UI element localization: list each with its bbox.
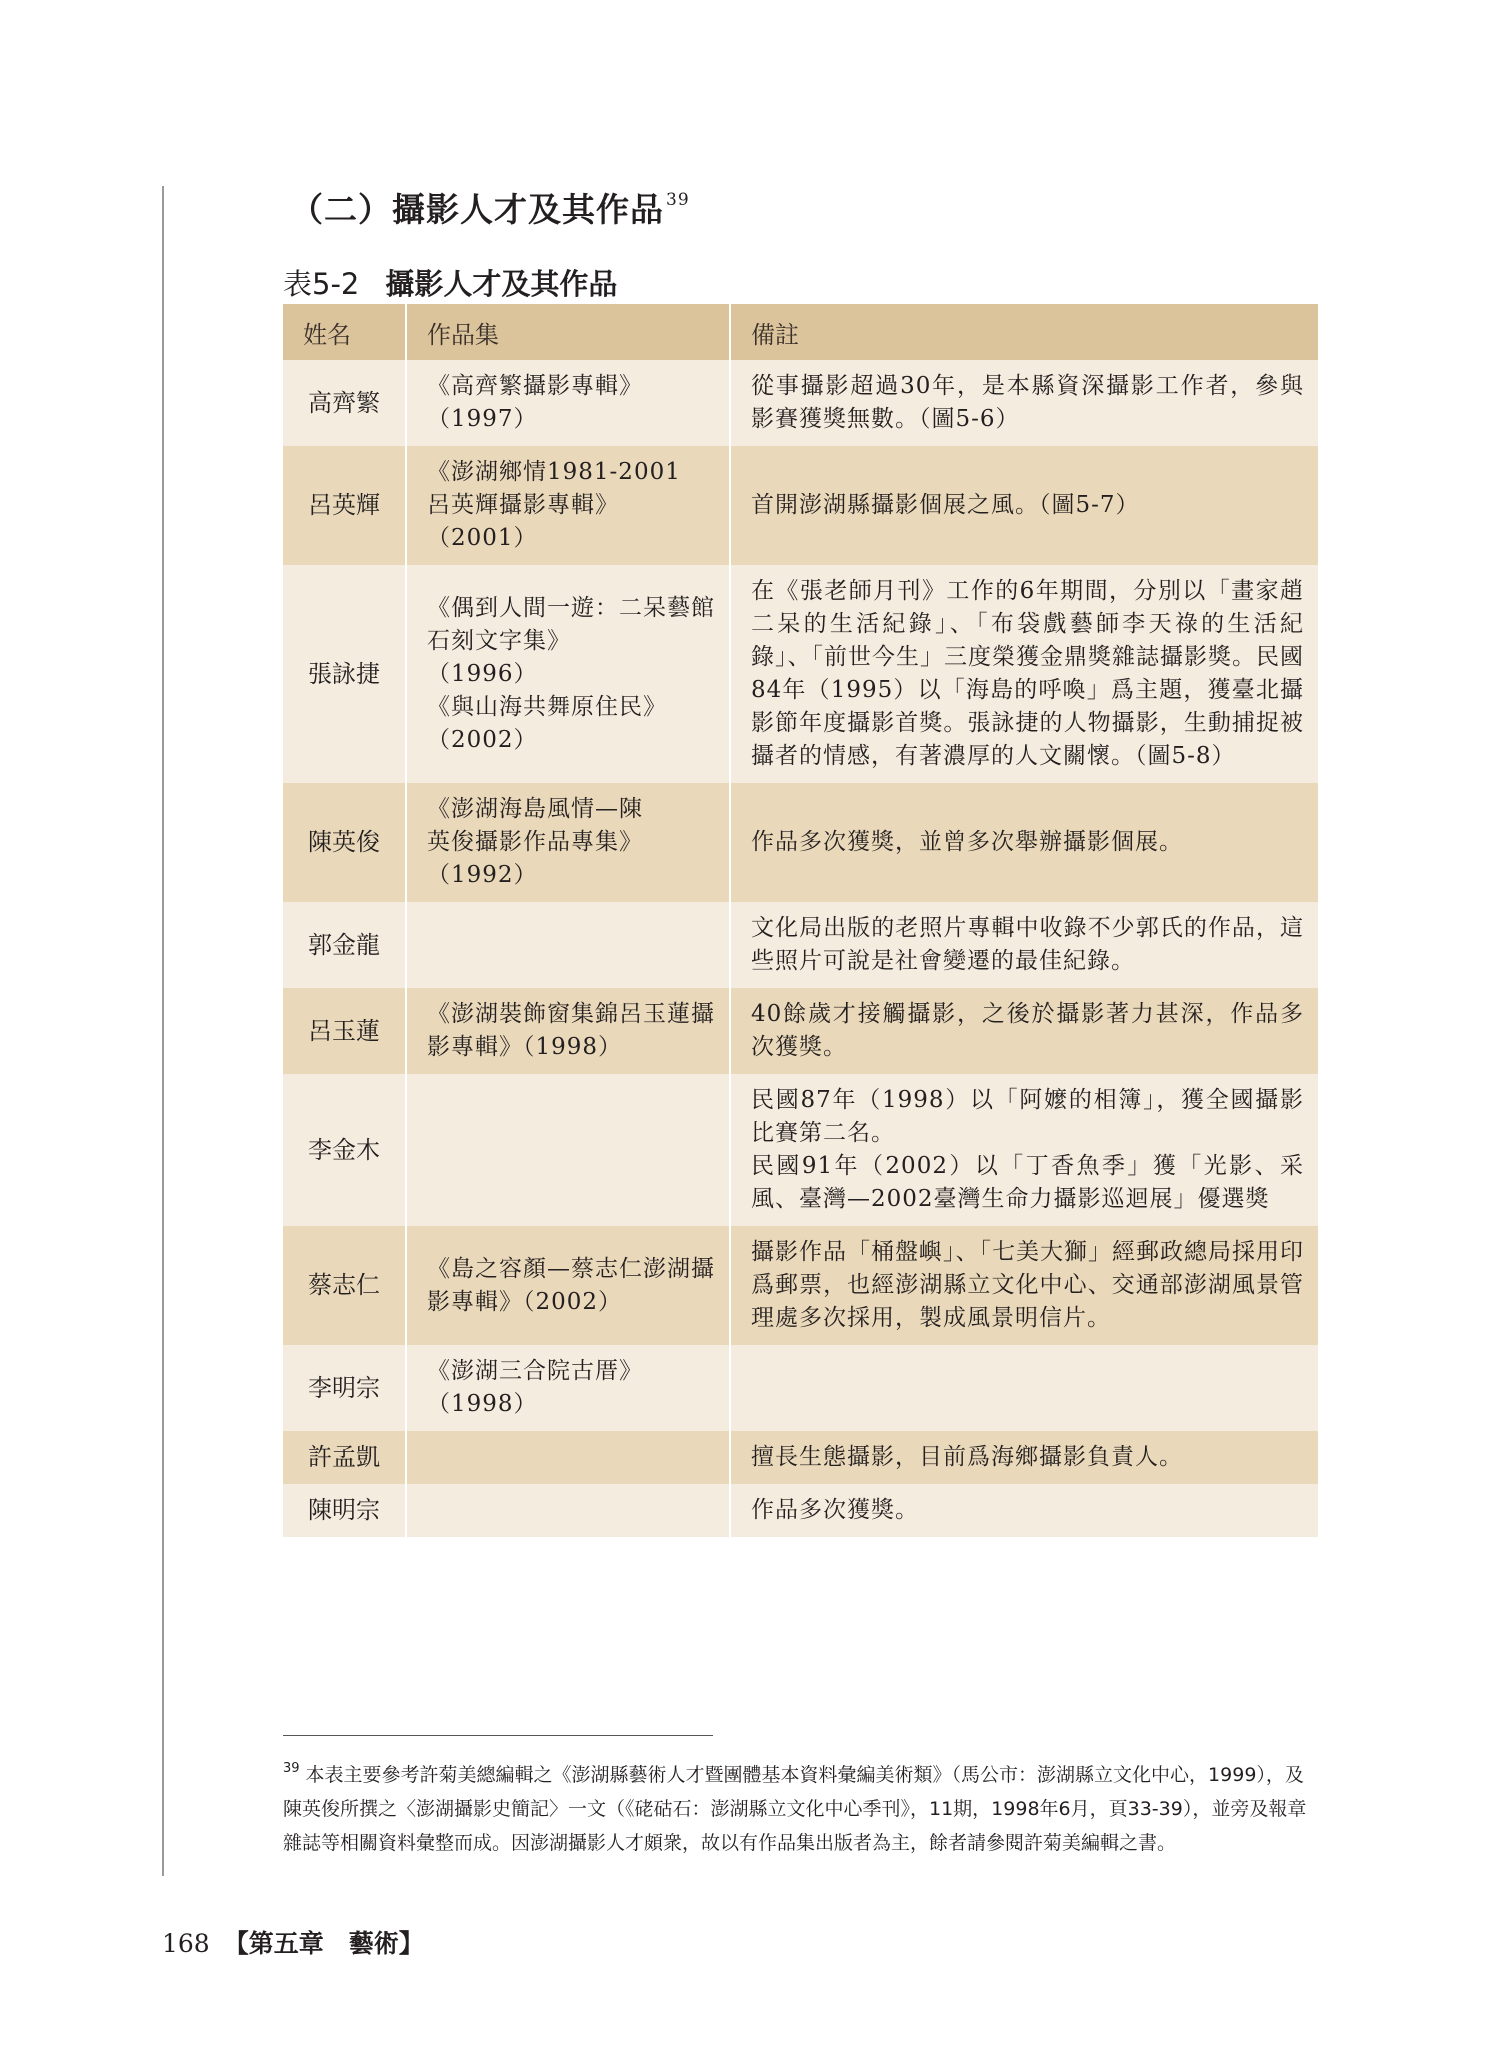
table-row — [283, 1226, 1318, 1345]
works-cell — [406, 565, 730, 783]
table-row — [283, 783, 1318, 902]
works-cell — [406, 1226, 730, 1345]
table-header-row — [283, 304, 1318, 360]
photographer-name: 陳英俊 — [283, 783, 406, 902]
work-title: 《澎湖三合院古厝》 — [427, 1358, 643, 1384]
table-number: 表5-2 — [283, 267, 360, 301]
work-title: 《與山海共舞原住民》 — [427, 693, 667, 720]
note-cell: 文化局出版的老照片專輯中收錄不少郭氏的作品，這些照片可說是社會變遷的最佳紀錄。 — [730, 902, 1318, 988]
work-title: 英俊攝影作品專集》 — [427, 829, 643, 855]
photographer-name: 蔡志仁 — [283, 1226, 406, 1345]
works-cell — [406, 1431, 730, 1484]
page-number: 168 — [162, 1929, 210, 1958]
work-title: 《高齊繁攝影專輯》 — [427, 373, 643, 399]
work-title: （1998） — [427, 1391, 538, 1417]
works-cell — [406, 1345, 730, 1431]
photographer-name: 呂玉蓮 — [283, 988, 406, 1074]
note-cell — [730, 1345, 1318, 1431]
table-row — [283, 902, 1318, 988]
section-heading: （二）攝影人才及其作品 $^{39}$ — [290, 190, 690, 229]
work-title: 《島之容顏—蔡志仁澎湖攝影專輯》（2002） — [427, 1255, 715, 1315]
works-cell — [406, 446, 730, 565]
photographer-name: 許孟凱 — [283, 1431, 406, 1484]
work-title: （2001） — [427, 525, 538, 551]
table-row — [283, 1345, 1318, 1431]
note-cell: 民國87年（1998）以「阿嬤的相簿」，獲全國攝影比賽第二名。 民國91年（2002）以「丁香魚季」獲「光影、采風、臺灣—2002臺灣生命力攝影巡迴展」優選獎 — [730, 1074, 1318, 1226]
chapter-label: 【第五章 藝術】 — [223, 1929, 424, 1958]
footnote-ref[interactable]: 39 — [666, 190, 690, 210]
works-cell — [406, 902, 730, 988]
table-row — [283, 988, 1318, 1074]
photographer-name: 高齊繁 — [283, 360, 406, 446]
header-works: 作品集 — [406, 304, 730, 360]
works-cell — [406, 360, 730, 446]
photographers-table — [283, 304, 1318, 1537]
table-row — [283, 1074, 1318, 1226]
footnote-separator — [283, 1735, 713, 1736]
photographer-name: 李金木 — [283, 1074, 406, 1226]
footnote — [283, 1752, 1313, 1860]
photographer-name: 郭金龍 — [283, 902, 406, 988]
work-title: 《偶到人間一遊：二呆藝館石刻文字集》 — [427, 594, 715, 654]
work-title: （1997） — [427, 406, 538, 432]
table-row — [283, 1484, 1318, 1537]
note-cell: 攝影作品「桶盤嶼」、「七美大獅」經郵政總局採用印爲郵票，也經澎湖縣立文化中心、交通部澎湖風景管理處多次採用，製成風景明信片。 — [730, 1226, 1318, 1345]
header-notes: 備註 — [730, 304, 1318, 360]
page-footer — [162, 1924, 424, 1960]
works-cell — [406, 1074, 730, 1226]
photographer-name: 李明宗 — [283, 1345, 406, 1431]
table-caption — [283, 262, 617, 303]
table-row — [283, 446, 1318, 565]
work-title: 《澎湖鄉情1981-2001 — [427, 459, 681, 485]
photographer-name: 呂英輝 — [283, 446, 406, 565]
header-name: 姓名 — [283, 304, 406, 360]
works-cell — [406, 1484, 730, 1537]
works-cell — [406, 988, 730, 1074]
work-title: （1996） — [427, 660, 538, 687]
note-cell: 從事攝影超過30年，是本縣資深攝影工作者，參與影賽獲獎無數。（圖5-6） — [730, 360, 1318, 446]
photographer-name: 陳明宗 — [283, 1484, 406, 1537]
work-title: 《澎湖裝飾窗集錦呂玉蓮攝影專輯》（1998） — [427, 1001, 715, 1060]
table-title: 攝影人才及其作品 — [385, 267, 618, 301]
works-cell — [406, 783, 730, 902]
footnote-mark: 39 — [283, 1761, 300, 1776]
photographer-name: 張詠捷 — [283, 565, 406, 783]
work-title: （2002） — [427, 726, 538, 753]
work-title: 呂英輝攝影專輯》 — [427, 492, 619, 518]
page-margin-rule — [162, 186, 164, 1876]
table-row — [283, 1431, 1318, 1484]
work-title: 《澎湖海島風情—陳 — [427, 796, 643, 822]
table-row — [283, 565, 1318, 783]
note-cell: 作品多次獲獎，並曾多次舉辦攝影個展。 — [730, 783, 1318, 902]
note-cell: 作品多次獲獎。 — [730, 1484, 1318, 1537]
work-title: （1992） — [427, 862, 538, 888]
note-cell: 在《張老師月刊》工作的6年期間，分別以「畫家趙二呆的生活紀錄」、「布袋戲藝師李天祿的生活紀錄」、「前世今生」三度榮獲金鼎獎雜誌攝影獎。民國84年（1995）以「海島的呼喚」爲主題，獲臺北攝影節年度攝影首獎。張詠捷的人物攝影，生動捕捉被攝者的情感，有著濃厚的人文關懷。（圖5-8） — [730, 565, 1318, 783]
note-cell: 40餘歲才接觸攝影，之後於攝影著力甚深，作品多次獲獎。 — [730, 988, 1318, 1074]
table-row — [283, 360, 1318, 446]
note-cell: 首開澎湖縣攝影個展之風。（圖5-7） — [730, 446, 1318, 565]
footnote-text: 本表主要參考許菊美總編輯之《澎湖縣藝術人才暨團體基本資料彙編美術類》（馬公市：澎湖縣立文化中心，1999），及陳英俊所撰之〈澎湖攝影史簡記〉一文（《硓𥑮石：澎湖縣立文化中心季刊》，11期，1998年6月，頁33-39），並旁及報章雜誌等相關資料彙整而成。因澎湖攝影人才頗衆，故以有作品集出版者為主，餘者請參閱許菊美編輯之書。 — [283, 1764, 1307, 1854]
note-cell: 擅長生態攝影，目前爲海鄉攝影負責人。 — [730, 1431, 1318, 1484]
